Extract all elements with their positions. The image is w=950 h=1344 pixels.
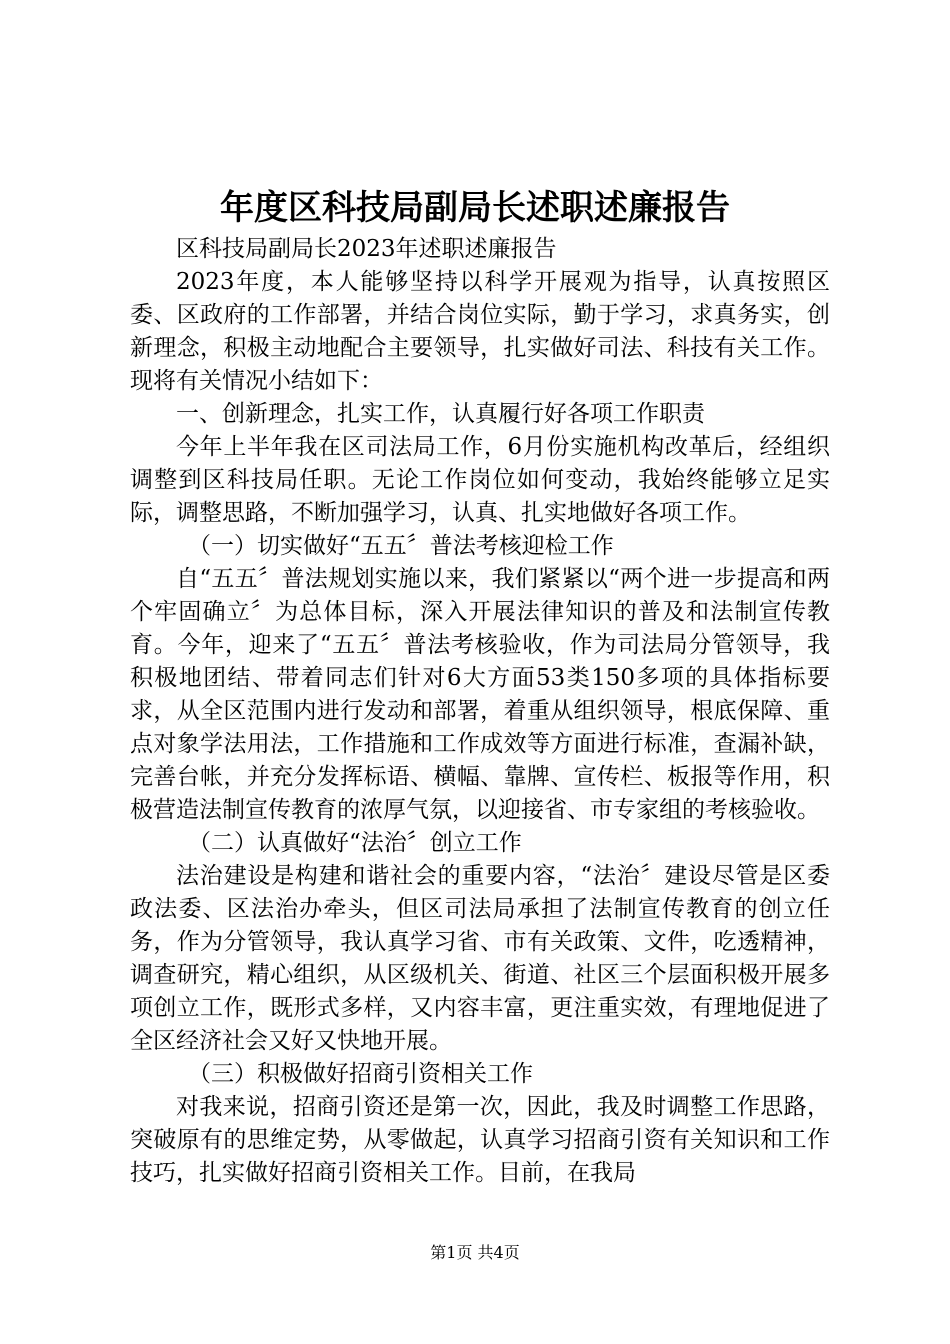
document-body [130, 233, 830, 1190]
section-heading-1: 一、创新理念，扎实工作，认真履行好各项工作职责 [176, 401, 705, 427]
page-number-footer: 第1页 共4页 [430, 1243, 520, 1262]
subsection-heading-1: （一）切实做好“五五〞普法考核迎检工作 [188, 533, 614, 559]
paragraph-subsection-1: 自“五五〞普法规划实施以来，我们紧紧以“两个进一步提高和两个牢固确立〞为总体目标，深入开展法律知识的普及和法制宣传教育。今年，迎来了“五五〞普法考核验收，作为司法局分管领导，我积极地团结、带着同志们针对6大方面53类150多项的具体指标要求，从全区范围内进行发动和部署，着重从组织领导，根底保障、重点对象学法用法，工作措施和工作成效等方面进行标准，查漏补缺，完善台帐，并充分发挥标语、横幅、靠牌、宣传栏、板报等作用，积极营造法制宣传教育的浓厚气氛，以迎接省、市专家组的考核验收。 [130, 566, 830, 823]
paragraph-section-1: 今年上半年我在区司法局工作，6月份实施机构改革后，经组织调整到区科技局任职。无论工作岗位如何变动，我始终能够立足实际，调整思路，不断加强学习，认真、扎实地做好各项工作。 [130, 434, 830, 526]
paragraph-subsection-2: 法治建设是构建和谐社会的重要内容，“法治〞建设尽管是区委政法委、区法治办牵头，但区司法局承担了法制宣传教育的创立任务，作为分管领导，我认真学习省、市有关政策、文件，吃透精神，调查研究，精心组织，从区级机关、街道、社区三个层面积极开展多项创立工作，既形式多样，又内容丰富，更注重实效，有理地促进了全区经济社会又好又快地开展。 [130, 863, 830, 1054]
paragraph-subsection-3: 对我来说，招商引资还是第一次，因此，我及时调整工作思路，突破原有的思维定势，从零做起，认真学习招商引资有关知识和工作技巧，扎实做好招商引资相关工作。目前，在我局 [130, 1094, 830, 1186]
subsection-heading-2: （二）认真做好“法治〞创立工作 [188, 830, 522, 856]
document-title: 年度区科技局副局长述职述廉报告 [220, 188, 730, 228]
paragraph-intro: 2023年度，本人能够坚持以科学开展观为指导，认真按照区委、区政府的工作部署，并结合岗位实际，勤于学习，求真务实，创新理念，积极主动地配合主要领导，扎实做好司法、科技有关工作。现将有关情况小结如下： [130, 269, 830, 394]
paragraph-subtitle: 区科技局副局长2023年述职述廉报告 [176, 236, 557, 262]
subsection-heading-3: （三）积极做好招商引资相关工作 [188, 1061, 533, 1087]
